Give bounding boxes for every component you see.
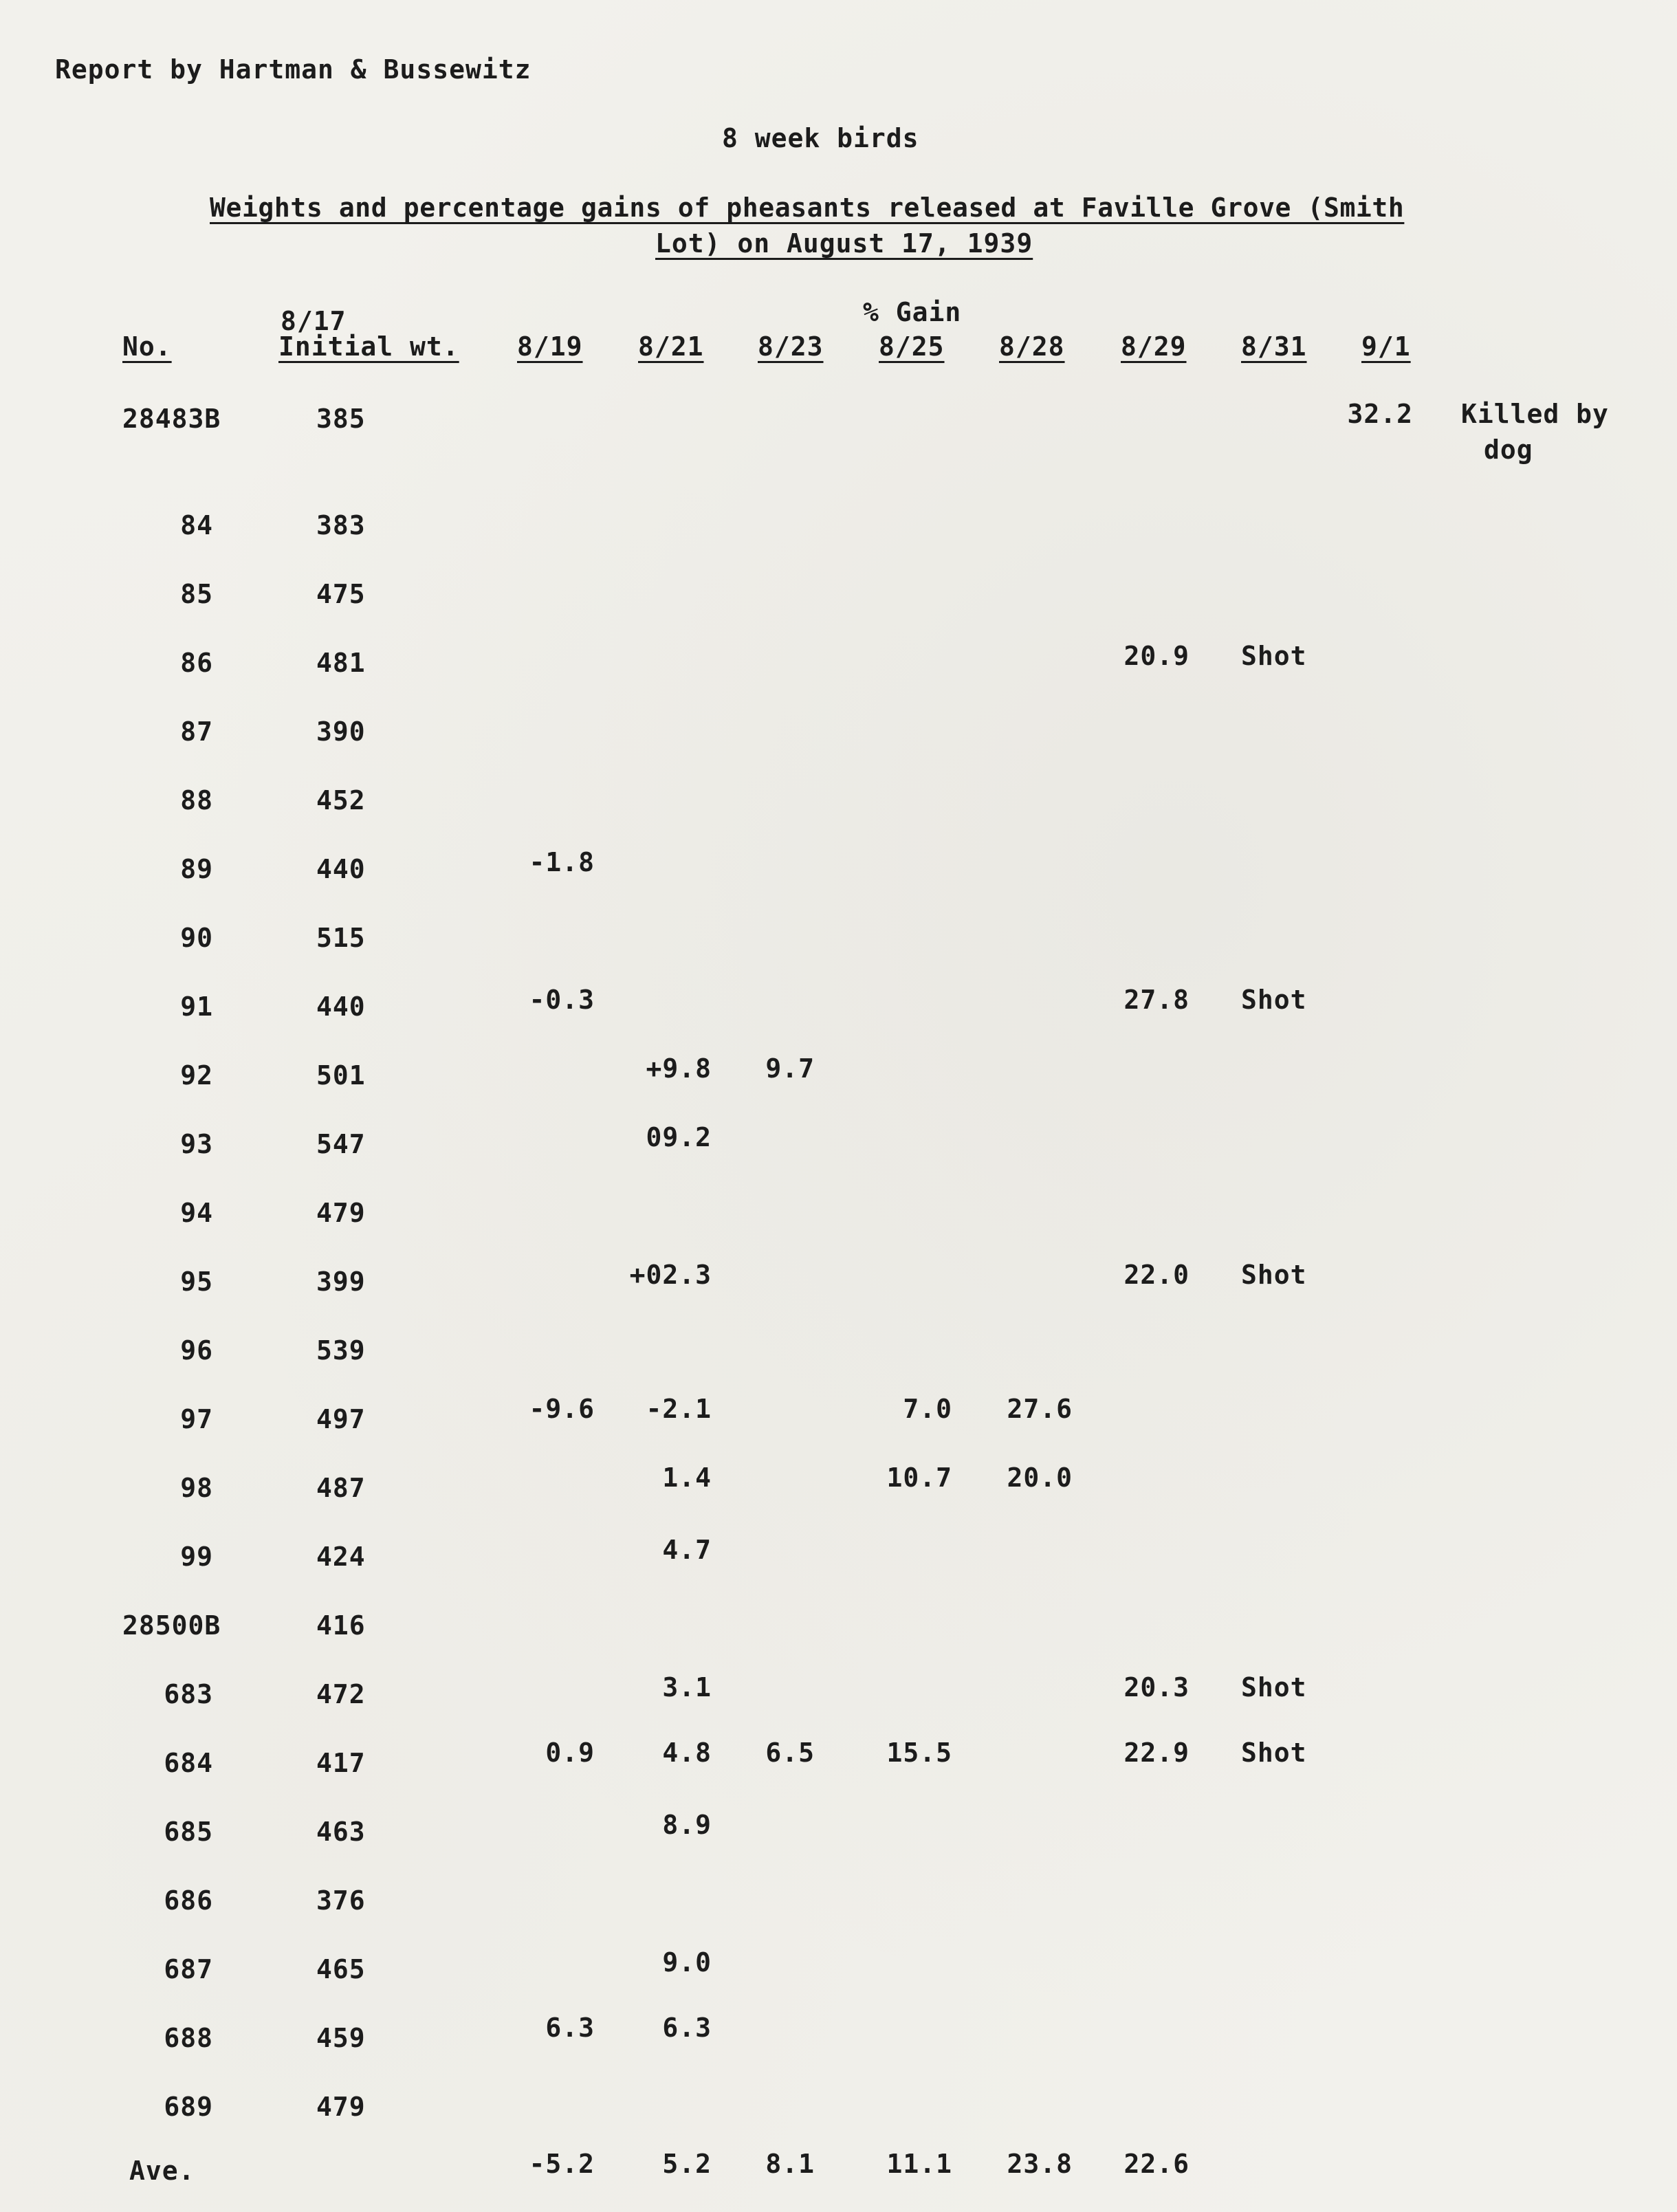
gain-value: 15.5 (886, 1738, 952, 1768)
gain-value: 27.6 (1007, 1394, 1073, 1424)
initial-weight: 424 (316, 1542, 366, 1572)
average-value: 11.1 (886, 2149, 952, 2179)
fate-note: Shot (1241, 641, 1307, 671)
gain-value: 09.2 (646, 1122, 712, 1152)
average-value: 23.8 (1007, 2149, 1073, 2179)
gain-value: 3.1 (662, 1672, 712, 1702)
gain-value: 1.4 (662, 1463, 712, 1493)
gain-value: 20.0 (1007, 1463, 1073, 1493)
initial-weight: 399 (316, 1267, 366, 1297)
bird-band-number: 685 (164, 1817, 213, 1847)
initial-weight: 472 (316, 1679, 366, 1709)
col-header-initial-weight: Initial wt. (278, 331, 459, 362)
report-attribution: Report by Hartman & Bussewitz (55, 54, 531, 85)
gain-value: 10.7 (886, 1463, 952, 1493)
bird-band-number: 86 (180, 648, 213, 678)
gain-value: -2.1 (646, 1394, 712, 1424)
gain-value: -9.6 (529, 1394, 595, 1424)
initial-weight: 479 (316, 2092, 366, 2122)
bird-band-number: 88 (180, 785, 213, 815)
initial-weight: 376 (316, 1885, 366, 1916)
average-value: 22.6 (1124, 2149, 1190, 2179)
bird-band-number: 686 (164, 1885, 213, 1916)
gain-value: 9.7 (765, 1053, 815, 1084)
bird-band-number: 92 (180, 1060, 213, 1091)
bird-band-number: 90 (180, 923, 213, 953)
initial-weight: 463 (316, 1817, 366, 1847)
initial-weight: 481 (316, 648, 366, 678)
gain-value: 6.5 (765, 1738, 815, 1768)
bird-band-number: 689 (164, 2092, 213, 2122)
fate-note: Shot (1241, 985, 1307, 1015)
bird-band-number: 85 (180, 579, 213, 609)
bird-band-number: 87 (180, 716, 213, 747)
col-header-date: 9/1 (1361, 331, 1411, 362)
initial-weight: 497 (316, 1404, 366, 1434)
gain-value: 32.2 (1347, 399, 1413, 429)
bird-band-number: 99 (180, 1542, 213, 1572)
bird-band-number: 89 (180, 854, 213, 884)
initial-weight: 459 (316, 2023, 366, 2053)
bird-band-number: 95 (180, 1267, 213, 1297)
gain-value: 9.0 (662, 1947, 712, 1978)
col-header-date: 8/25 (879, 331, 945, 362)
initial-weight: 501 (316, 1060, 366, 1091)
average-value: 8.1 (765, 2149, 815, 2179)
initial-weight: 547 (316, 1129, 366, 1159)
average-label: Ave. (129, 2156, 195, 2186)
col-header-date: 8/29 (1121, 331, 1187, 362)
bird-band-number: 91 (180, 992, 213, 1022)
initial-weight: 487 (316, 1473, 366, 1503)
gain-value: 8.9 (662, 1810, 712, 1840)
initial-weight: 417 (316, 1748, 366, 1778)
document-subtitle: 8 week birds (722, 123, 919, 153)
gain-value: -1.8 (529, 847, 595, 877)
initial-weight: 416 (316, 1610, 366, 1641)
initial-weight: 539 (316, 1335, 366, 1366)
bird-band-number: 98 (180, 1473, 213, 1503)
col-header-date: 8/19 (517, 331, 583, 362)
gain-value: 6.3 (662, 2013, 712, 2043)
gain-value: 22.0 (1124, 1260, 1190, 1290)
col-header-date: 8/31 (1241, 331, 1307, 362)
bird-band-number: 28483B (122, 404, 221, 434)
average-value: 5.2 (662, 2149, 712, 2179)
bird-band-number: 93 (180, 1129, 213, 1159)
initial-weight: 440 (316, 992, 366, 1022)
gain-value: 4.8 (662, 1738, 712, 1768)
document-title-line-2: Lot) on August 17, 1939 (655, 228, 1033, 259)
fate-note-continued: dog (1484, 435, 1533, 465)
bird-band-number: 28500B (122, 1610, 221, 1641)
initial-weight: 479 (316, 1198, 366, 1228)
bird-band-number: 84 (180, 510, 213, 540)
gain-value: 27.8 (1124, 985, 1190, 1015)
initial-weight: 390 (316, 716, 366, 747)
gain-value: 20.9 (1124, 641, 1190, 671)
initial-weight-date-header: 8/17 (281, 306, 347, 336)
initial-weight: 385 (316, 404, 366, 434)
initial-weight: 383 (316, 510, 366, 540)
col-header-date: 8/28 (999, 331, 1065, 362)
col-header-date: 8/23 (758, 331, 824, 362)
col-header-no: No. (122, 331, 172, 362)
initial-weight: 440 (316, 854, 366, 884)
bird-band-number: 97 (180, 1404, 213, 1434)
bird-band-number: 684 (164, 1748, 213, 1778)
initial-weight: 452 (316, 785, 366, 815)
fate-note: Shot (1241, 1672, 1307, 1702)
document-title-line-1: Weights and percentage gains of pheasants released at Faville Grove (Smith (210, 193, 1405, 223)
initial-weight: 475 (316, 579, 366, 609)
col-header-date: 8/21 (638, 331, 704, 362)
gain-value: 20.3 (1124, 1672, 1190, 1702)
gain-value: 22.9 (1124, 1738, 1190, 1768)
gain-value: 7.0 (903, 1394, 952, 1424)
initial-weight: 465 (316, 1954, 366, 1984)
initial-weight: 515 (316, 923, 366, 953)
gain-value: -0.3 (529, 985, 595, 1015)
bird-band-number: 96 (180, 1335, 213, 1366)
gain-value: +9.8 (646, 1053, 712, 1084)
bird-band-number: 94 (180, 1198, 213, 1228)
gain-group-label: % Gain (863, 297, 962, 327)
bird-band-number: 687 (164, 1954, 213, 1984)
gain-value: 0.9 (545, 1738, 595, 1768)
gain-value: +02.3 (629, 1260, 712, 1290)
bird-band-number: 683 (164, 1679, 213, 1709)
average-value: -5.2 (529, 2149, 595, 2179)
gain-value: 4.7 (662, 1535, 712, 1565)
fate-note: Shot (1241, 1738, 1307, 1768)
fate-note: Killed by (1461, 399, 1609, 429)
bird-band-number: 688 (164, 2023, 213, 2053)
gain-value: 6.3 (545, 2013, 595, 2043)
fate-note: Shot (1241, 1260, 1307, 1290)
